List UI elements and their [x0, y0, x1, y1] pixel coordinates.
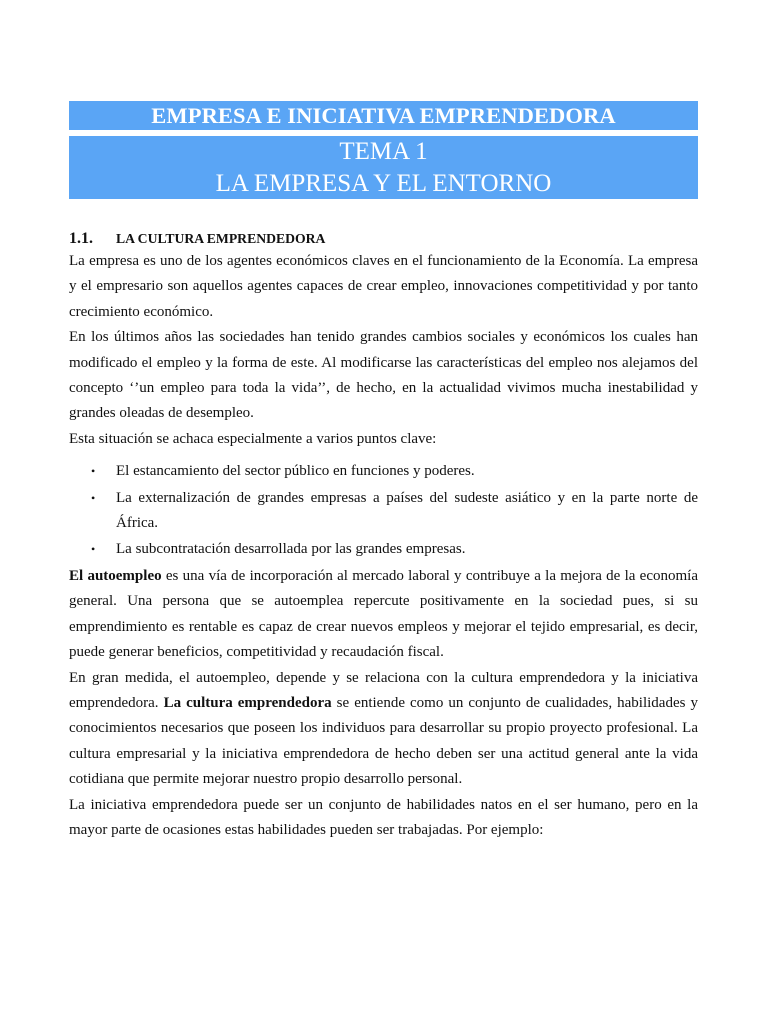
section-heading [69, 229, 698, 249]
document-page [69, 101, 698, 843]
section-number: 1.1. [69, 230, 93, 247]
section-title: LA CULTURA EMPRENDEDORA [116, 231, 326, 246]
list-item [69, 486, 698, 537]
bullet-icon: • [91, 490, 96, 505]
paragraph-2: En los últimos años las sociedades han tenido grandes cambios sociales y económicos los cuales han modificado el empleo y la forma de este. Al modificarse las características del empleo nos alejamos del concepto ‘’un empleo para toda la vida’’, de hecho, en la actualidad vivimos mucha inestabilidad y grandes oleadas de desempleo. [69, 329, 698, 422]
list-item-text: El estancamiento del sector público en funciones y poderes. [116, 463, 475, 480]
bullet-icon: • [91, 542, 96, 557]
paragraph-5 [69, 666, 698, 793]
paragraph-5-text: se entiende como un conjunto de cualidades, habilidades y conocimientos necesarios que poseen los individuos para desarrollar su propio proyecto profesional. La cultura empresarial y la iniciativa emprendedora de hecho deben ser una actitud general ante la vida cotidiana que permite mejorar nuestro propio desarrollo personal. [69, 694, 698, 788]
cultura-emprendedora-term: La cultura emprendedora [163, 694, 332, 711]
paragraph-6: La iniciativa emprendedora puede ser un conjunto de habilidades natos en el ser humano, pero en la mayor parte de ocasiones estas habilidades pueden ser trabajadas. Por ejemplo: [69, 796, 698, 838]
bullet-list [69, 459, 698, 563]
topic-number: TEMA 1 [339, 138, 428, 165]
autoempleo-term: El autoempleo [69, 567, 162, 584]
topic-title: LA EMPRESA Y EL ENTORNO [215, 170, 552, 197]
list-item-text: La externalización de grandes empresas a países del sudeste asiático y en la parte norte de África. [116, 489, 698, 532]
bullet-icon: • [91, 464, 96, 479]
list-item-text: La subcontratación desarrollada por las grandes empresas. [116, 541, 466, 558]
list-item [69, 537, 698, 562]
list-item [69, 459, 698, 484]
paragraph-4 [69, 564, 698, 666]
paragraph-4-text: es una vía de incorporación al mercado laboral y contribuye a la mejora de la economía general. Una persona que se autoemplea repercute positivamente en la sociedad pues, si su emprendimiento es rentable es capaz de crear nuevos empleos y mejorar el tejido empresarial, es decir, puede generar beneficios, competitividad y recaudación fiscal. [69, 567, 698, 661]
course-title-banner [69, 101, 698, 130]
paragraph-3: Esta situación se achaca especialmente a varios puntos clave: [69, 430, 437, 447]
paragraph-5-intro: En gran medida, el autoempleo, depende y se relaciona con la cultura emprendedora y la iniciativa emprendedora. [69, 669, 698, 711]
course-title: EMPRESA E INICIATIVA EMPRENDEDORA [151, 103, 616, 128]
topic-title-banner [69, 136, 698, 199]
paragraph-1: La empresa es uno de los agentes económicos claves en el funcionamiento de la Economía. La empresa y el empresario son aquellos agentes capaces de crear empleo, innovaciones competitividad y por tanto crecimiento económico. [69, 253, 698, 320]
